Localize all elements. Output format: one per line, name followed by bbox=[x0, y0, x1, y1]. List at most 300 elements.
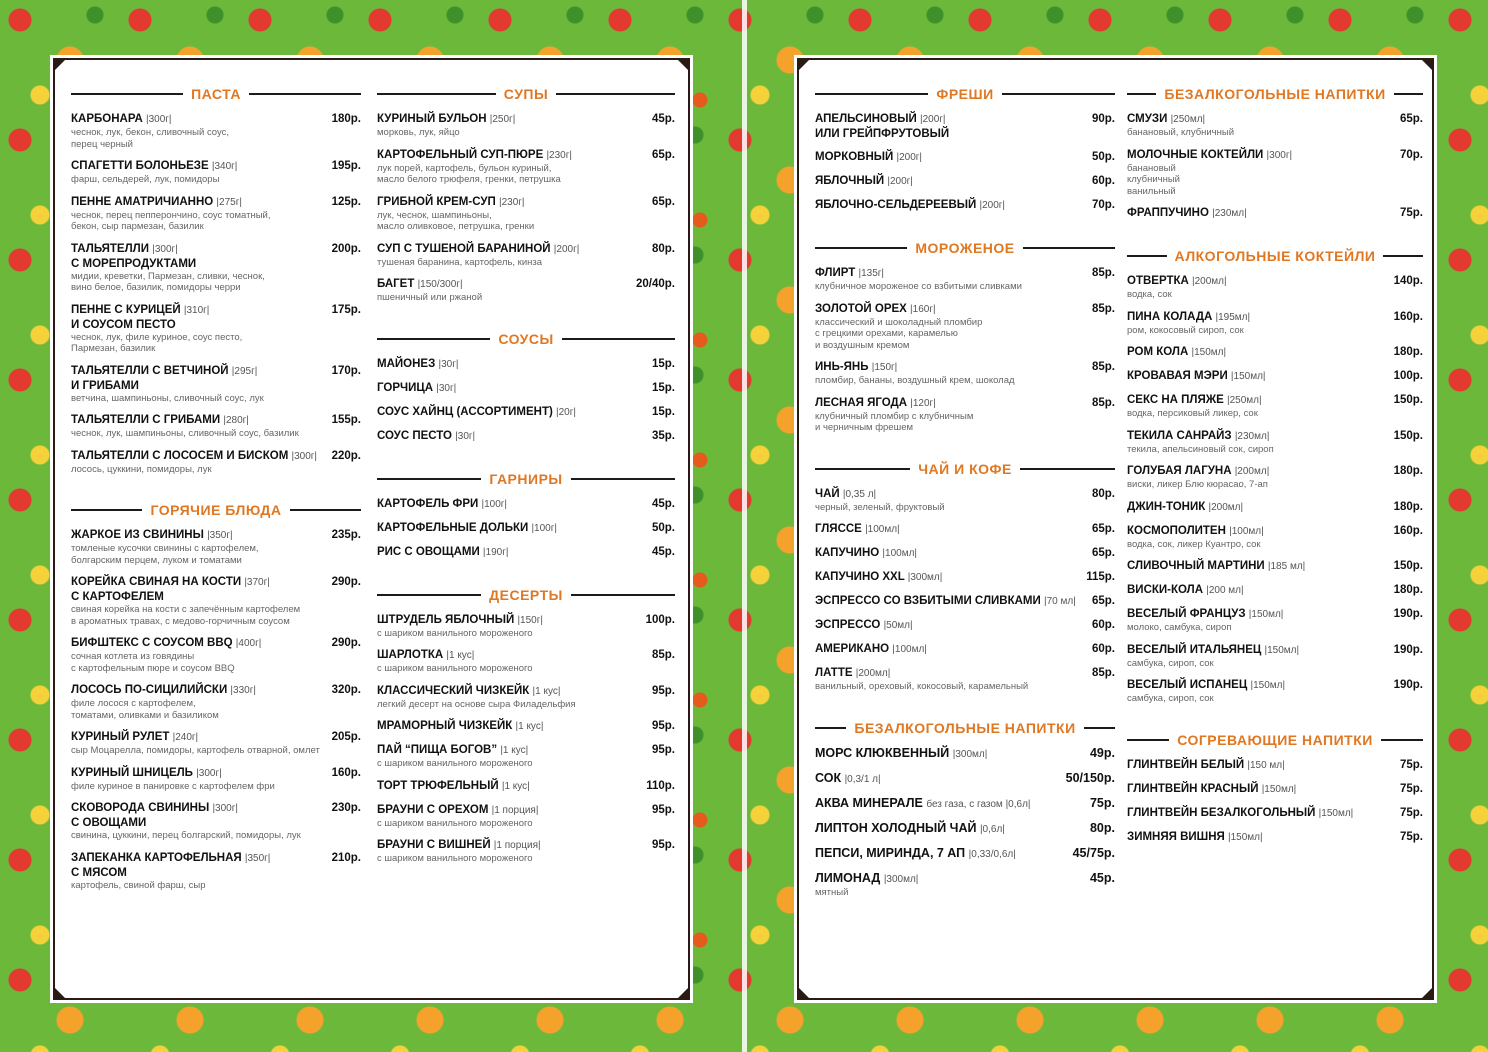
menu-item-row bbox=[377, 684, 675, 699]
item-price: 70р. bbox=[1399, 148, 1423, 161]
section-spacer bbox=[71, 484, 361, 498]
item-description: сочная котлета из говядины с картофельным пюре и соусом BBQ bbox=[71, 651, 235, 674]
item-name-line: ТЕКИЛА САНРАЙЗ bbox=[1127, 429, 1232, 442]
menu-item bbox=[1127, 524, 1423, 551]
item-name-line: АМЕРИКАНО bbox=[815, 643, 890, 655]
menu-item bbox=[1127, 607, 1423, 634]
item-name-line: КУРИНЫЙ РУЛЕТ bbox=[71, 731, 170, 743]
item-weight: |150мл| bbox=[1227, 831, 1263, 843]
item-price: 60р. bbox=[1091, 643, 1115, 655]
item-name-line: ЛОСОСЬ ПО-СИЦИЛИЙСКИ bbox=[71, 684, 228, 696]
item-price: 85р. bbox=[1091, 396, 1115, 409]
item-name bbox=[1127, 206, 1247, 221]
item-name bbox=[1127, 274, 1227, 289]
item-name-line: БРАУНИ С ВИШНЕЙ bbox=[377, 839, 491, 851]
section-title bbox=[1127, 86, 1423, 102]
menu-item-row bbox=[71, 801, 361, 830]
section-title bbox=[815, 240, 1115, 256]
item-weight: |350г| bbox=[207, 530, 233, 541]
corner-ornament bbox=[1420, 58, 1434, 72]
item-weight: |150г| bbox=[871, 362, 898, 373]
item-weight: |300г| bbox=[196, 767, 222, 779]
item-name bbox=[71, 683, 256, 698]
item-name-line: СОК bbox=[815, 770, 842, 785]
item-description: клубничный пломбир с клубничным и черничным фрешем bbox=[815, 410, 974, 433]
menu-item bbox=[815, 396, 1115, 434]
item-name-line: ЭСПРЕССО СО ВЗБИТЫМИ СЛИВКАМИ bbox=[815, 595, 1041, 607]
item-price: 160р. bbox=[331, 766, 361, 779]
item-weight: |195мл| bbox=[1215, 311, 1251, 323]
item-weight: |1 порция| bbox=[491, 804, 539, 816]
menu-item bbox=[1127, 782, 1423, 797]
menu-item-row bbox=[1127, 830, 1423, 845]
item-weight: |1 кус| bbox=[500, 745, 529, 756]
section-title-text: ДЕСЕРТЫ bbox=[489, 586, 563, 603]
section-spacer bbox=[815, 702, 1115, 716]
item-name bbox=[71, 159, 237, 174]
item-weight: |400г| bbox=[235, 638, 262, 649]
item-price: 230р. bbox=[331, 802, 361, 814]
item-price: 150р. bbox=[1393, 560, 1423, 572]
item-price: 115р. bbox=[1086, 571, 1115, 583]
item-name-line: ТАЛЬЯТЕЛЛИ bbox=[71, 242, 150, 255]
item-weight: |1 кус| bbox=[515, 721, 544, 732]
item-weight: |230г| bbox=[498, 196, 525, 208]
item-weight: |200мл| bbox=[1234, 466, 1270, 477]
menu-item-row bbox=[377, 357, 675, 372]
item-price: 75р. bbox=[1399, 806, 1423, 819]
menu-item bbox=[815, 522, 1115, 537]
item-description: пломбир, бананы, воздушный крем, шоколад bbox=[815, 375, 1015, 386]
menu-item bbox=[377, 779, 675, 794]
item-description: водка, сок bbox=[1127, 289, 1172, 300]
menu-item bbox=[377, 381, 675, 396]
menu-item bbox=[377, 613, 675, 640]
section-title-text: БЕЗАЛКОГОЛЬНЫЕ НАПИТКИ bbox=[1164, 86, 1386, 102]
item-name-line: ШТРУДЕЛЬ ЯБЛОЧНЫЙ bbox=[377, 613, 515, 626]
section-spacer bbox=[377, 569, 675, 583]
item-weight: |150мл| bbox=[1261, 783, 1297, 795]
menu-item bbox=[815, 871, 1115, 899]
section-title-text: СОУСЫ bbox=[498, 330, 554, 347]
item-name-line: ТОРТ ТРЮФЕЛЬНЫЙ bbox=[377, 779, 499, 792]
item-price: 45/75р. bbox=[1072, 845, 1115, 860]
section-spacer bbox=[1127, 230, 1423, 244]
item-name-line: ЖАРКОЕ ИЗ СВИНИНЫ bbox=[71, 529, 204, 541]
item-name-line: ПЕННЕ АМАТРИЧИАННО bbox=[71, 195, 214, 208]
menu-item bbox=[815, 666, 1115, 693]
item-weight: |230г| bbox=[546, 149, 572, 161]
item-name-line: ШАРЛОТКА bbox=[377, 649, 444, 661]
item-price: 45р. bbox=[651, 497, 675, 510]
item-name bbox=[377, 779, 530, 794]
item-weight: |300мл| bbox=[952, 748, 988, 760]
menu-item-row bbox=[815, 846, 1115, 862]
item-name-line: КУРИНЫЙ БУЛЬОН bbox=[377, 113, 487, 125]
item-price: 60р. bbox=[1091, 619, 1115, 631]
menu-item-row bbox=[815, 522, 1115, 537]
item-price: 65р. bbox=[1091, 547, 1115, 559]
item-description: с шариком ванильного мороженого bbox=[377, 758, 533, 769]
menu-item-row bbox=[1127, 758, 1423, 773]
menu-item bbox=[71, 449, 361, 476]
menu-section bbox=[1127, 230, 1423, 705]
menu-item bbox=[377, 838, 675, 865]
menu-column bbox=[815, 82, 1115, 907]
item-name-line: ПЕННЕ С КУРИЦЕЙ bbox=[71, 303, 181, 316]
item-description: лук порей, картофель, бульон куриный, масло белого трюфеля, гренки, петрушка bbox=[377, 162, 561, 185]
menu-item-row bbox=[377, 112, 675, 127]
menu-item bbox=[815, 266, 1115, 293]
menu-item bbox=[71, 801, 361, 842]
item-weight: |300г| bbox=[152, 243, 178, 255]
item-name-line: КАРТОФЕЛЬНЫЕ ДОЛЬКИ bbox=[377, 521, 529, 534]
menu-item bbox=[815, 360, 1115, 387]
item-name bbox=[71, 636, 261, 651]
menu-item-row bbox=[815, 150, 1115, 165]
menu-item bbox=[1127, 643, 1423, 670]
menu-item-row bbox=[71, 364, 361, 393]
menu-item-row bbox=[71, 575, 361, 604]
item-price: 49р. bbox=[1089, 745, 1115, 760]
menu-item-row bbox=[815, 302, 1115, 317]
menu-item bbox=[71, 112, 361, 150]
item-weight: |250мл| bbox=[1170, 114, 1206, 125]
item-name bbox=[377, 648, 474, 663]
item-weight: |150мл| bbox=[1264, 644, 1300, 656]
item-price: 75р. bbox=[1399, 758, 1423, 771]
menu-item bbox=[71, 730, 361, 757]
menu-item-row bbox=[377, 497, 675, 512]
item-description: молоко, самбука, сироп bbox=[1127, 622, 1232, 633]
item-name bbox=[377, 429, 475, 444]
item-name-line: ЯБЛОЧНЫЙ bbox=[815, 175, 885, 187]
item-name-line: ЛИПТОН ХОЛОДНЫЙ ЧАЙ bbox=[815, 820, 977, 835]
section-title bbox=[815, 720, 1115, 736]
item-description: с шариком ванильного мороженого bbox=[377, 663, 533, 674]
item-price: 85р. bbox=[1091, 302, 1115, 315]
menu-column bbox=[71, 82, 361, 900]
item-name-line: ГОЛУБАЯ ЛАГУНА bbox=[1127, 465, 1232, 477]
item-name bbox=[377, 405, 576, 420]
item-name-line: И ГРИБАМИ bbox=[71, 379, 139, 392]
item-name bbox=[71, 449, 317, 464]
item-name-line: ЛЕСНАЯ ЯГОДА bbox=[815, 396, 908, 409]
menu-item-row bbox=[815, 570, 1115, 585]
menu-item bbox=[1127, 500, 1423, 515]
item-name bbox=[377, 613, 543, 628]
menu-item bbox=[71, 636, 361, 674]
item-weight: |20г| bbox=[556, 406, 576, 418]
item-name bbox=[377, 743, 528, 758]
item-name-line: КАРТОФЕЛЬНЫЙ СУП-ПЮРЕ bbox=[377, 148, 544, 161]
menu-item bbox=[1127, 393, 1423, 420]
item-name-line: СУП С ТУШЕНОЙ БАРАНИНОЙ bbox=[377, 242, 551, 255]
item-name-line: СОУС ХАЙНЦ (АССОРТИМЕНТ) bbox=[377, 405, 553, 418]
item-weight: |295г| bbox=[231, 365, 258, 377]
item-name bbox=[1127, 429, 1269, 444]
item-price: 65р. bbox=[651, 195, 675, 208]
item-price: 125р. bbox=[331, 195, 361, 208]
item-name bbox=[71, 766, 222, 781]
item-name bbox=[815, 846, 1016, 862]
item-name-line: МОРС КЛЮКВЕННЫЙ bbox=[815, 745, 950, 760]
item-description: банановый, клубничный bbox=[1127, 127, 1235, 138]
item-weight: |135г| bbox=[858, 268, 884, 279]
item-weight: |0,35 л| bbox=[842, 488, 877, 500]
item-weight: |30г| bbox=[438, 358, 459, 370]
menu-item bbox=[815, 846, 1115, 862]
item-name bbox=[1127, 345, 1226, 360]
menu-item bbox=[377, 277, 675, 304]
menu-section bbox=[815, 443, 1115, 693]
section-title bbox=[71, 502, 361, 518]
item-description: самбука, сироп, сок bbox=[1127, 693, 1214, 704]
section-title-text: ПАСТА bbox=[191, 86, 241, 102]
item-name bbox=[815, 302, 936, 317]
item-price: 75р. bbox=[1399, 782, 1423, 795]
item-price: 75р. bbox=[1089, 795, 1115, 810]
menu-item bbox=[71, 766, 361, 793]
item-description: чеснок, лук, шампиньоны, сливочный соус, базилик bbox=[71, 428, 299, 439]
menu-section bbox=[377, 569, 675, 865]
menu-item bbox=[1127, 274, 1423, 301]
item-name-line: КАПУЧИНО bbox=[815, 547, 880, 559]
section-title-text: ГОРЯЧИЕ БЛЮДА bbox=[150, 502, 282, 518]
item-weight: |100г| bbox=[531, 522, 557, 534]
item-name-line: ТАЛЬЯТЕЛЛИ С ЛОСОСЕМ И БИСКОМ bbox=[71, 449, 289, 462]
item-weight: |1 кус| bbox=[446, 650, 475, 661]
menu-item-row bbox=[1127, 393, 1423, 408]
item-name bbox=[815, 396, 936, 411]
item-weight: |200г| bbox=[553, 243, 580, 255]
menu-item-row bbox=[1127, 806, 1423, 821]
menu-item bbox=[815, 150, 1115, 165]
item-name bbox=[71, 195, 242, 210]
item-name bbox=[1127, 782, 1296, 797]
section-title bbox=[1127, 732, 1423, 748]
menu-item bbox=[377, 545, 675, 560]
item-name bbox=[71, 303, 209, 332]
item-price: 100р. bbox=[645, 613, 675, 626]
menu-item-row bbox=[815, 198, 1115, 213]
item-name-line: МОРКОВНЫЙ bbox=[815, 151, 894, 163]
section-title-text: СОГРЕВАЮЩИЕ НАПИТКИ bbox=[1177, 731, 1373, 748]
item-price: 75р. bbox=[1399, 830, 1423, 843]
section-title-text: СУПЫ bbox=[503, 86, 549, 102]
item-description: чеснок, лук, бекон, сливочный соус, перец черный bbox=[71, 127, 230, 150]
menu-item bbox=[815, 570, 1115, 585]
item-price: 80р. bbox=[1089, 820, 1115, 835]
item-name bbox=[815, 746, 987, 762]
item-weight: |150мл| bbox=[1250, 680, 1286, 691]
item-name-line: ГОРЧИЦА bbox=[377, 381, 434, 394]
item-name-line: С КАРТОФЕЛЕМ bbox=[71, 591, 164, 603]
item-name bbox=[815, 666, 890, 681]
item-description: водка, сок, ликер Куантро, сок bbox=[1127, 538, 1261, 550]
section-title-text: БЕЗАЛКОГОЛЬНЫЕ НАПИТКИ bbox=[854, 719, 1076, 736]
item-description: мидии, креветки, Пармезан, сливки, чеснок, вино белое, базилик, помидоры черри bbox=[71, 270, 265, 293]
item-description: с шариком ванильного мороженого bbox=[377, 627, 533, 639]
menu-item bbox=[71, 528, 361, 566]
section-spacer bbox=[815, 222, 1115, 236]
item-price: 95р. bbox=[651, 839, 675, 851]
item-weight: |1 кус| bbox=[501, 780, 530, 792]
item-name-line: ЯБЛОЧНО-СЕЛЬДЕРЕЕВЫЙ bbox=[815, 199, 977, 211]
item-name-line: И СОУСОМ ПЕСТО bbox=[71, 318, 176, 331]
menu-item bbox=[377, 429, 675, 444]
menu-item-row bbox=[377, 148, 675, 163]
menu-item bbox=[815, 642, 1115, 657]
section-title bbox=[71, 86, 361, 102]
item-price: 45р. bbox=[651, 113, 675, 125]
item-price: 65р. bbox=[1091, 595, 1115, 607]
item-name bbox=[377, 148, 572, 163]
menu-item-row bbox=[377, 545, 675, 560]
menu-item-row bbox=[71, 303, 361, 332]
item-name bbox=[1127, 583, 1244, 598]
item-weight: |340г| bbox=[211, 161, 238, 172]
item-weight: |70 мл| bbox=[1043, 596, 1076, 607]
item-description: текила, апельсиновый сок, сироп bbox=[1127, 443, 1274, 455]
item-price: 320р. bbox=[331, 684, 361, 696]
item-weight: |280г| bbox=[223, 415, 249, 426]
item-name bbox=[71, 851, 270, 880]
item-description: пшеничный или ржаной bbox=[377, 292, 483, 303]
item-weight: |300г| bbox=[145, 114, 172, 125]
item-weight: |200г| bbox=[979, 200, 1006, 211]
item-price: 110р. bbox=[646, 779, 675, 792]
item-name bbox=[377, 497, 507, 512]
item-name-line: ГЛЯССЕ bbox=[815, 523, 862, 535]
menu-item-row bbox=[377, 277, 675, 292]
menu-item-row bbox=[377, 719, 675, 734]
item-name-line: С МЯСОМ bbox=[71, 866, 127, 879]
menu-item bbox=[815, 771, 1115, 787]
item-price: 35р. bbox=[651, 429, 675, 442]
menu-item bbox=[815, 618, 1115, 633]
item-name bbox=[815, 796, 1031, 812]
item-weight: |230мл| bbox=[1234, 430, 1270, 442]
section-title-text: ФРЕШИ bbox=[936, 86, 994, 102]
section-title bbox=[377, 86, 675, 102]
section-spacer bbox=[815, 443, 1115, 457]
menu-item-row bbox=[377, 613, 675, 628]
item-name bbox=[815, 360, 897, 375]
menu-item bbox=[377, 405, 675, 420]
item-weight: |1 порция| bbox=[493, 840, 541, 851]
item-description: банановый клубничный ванильный bbox=[1127, 162, 1180, 197]
item-name bbox=[1127, 559, 1305, 574]
item-name bbox=[71, 364, 257, 393]
menu-item-row bbox=[1127, 369, 1423, 384]
item-weight: |300г| bbox=[1266, 149, 1293, 161]
menu-item-row bbox=[377, 195, 675, 210]
item-price: 190р. bbox=[1393, 608, 1423, 620]
section-spacer bbox=[377, 453, 675, 467]
menu-item bbox=[377, 648, 675, 675]
menu-item bbox=[71, 683, 361, 721]
item-name-line: СКОВОРОДА СВИНИНЫ bbox=[71, 802, 210, 814]
menu-item-row bbox=[1127, 310, 1423, 325]
item-price: 175р. bbox=[331, 303, 361, 316]
item-name bbox=[377, 684, 560, 699]
item-name bbox=[1127, 643, 1299, 658]
item-name-line: ЗОЛОТОЙ ОРЕХ bbox=[815, 302, 907, 315]
item-name bbox=[71, 413, 249, 428]
item-description: черный, зеленый, фруктовый bbox=[815, 501, 945, 513]
item-price: 235р. bbox=[331, 529, 361, 541]
item-name bbox=[815, 266, 884, 281]
item-name bbox=[1127, 464, 1269, 479]
item-weight: |240г| bbox=[172, 732, 199, 743]
item-name-line: СПАГЕТТИ БОЛОНЬЕЗЕ bbox=[71, 160, 209, 172]
item-name-line: КРОВАВАЯ МЭРИ bbox=[1127, 370, 1228, 382]
item-price: 180р. bbox=[331, 113, 361, 125]
item-name bbox=[71, 801, 238, 830]
item-weight: без газа, с газом |0,6л| bbox=[926, 798, 1031, 810]
item-name bbox=[71, 112, 172, 127]
menu-item-row bbox=[1127, 148, 1423, 163]
item-weight: |250мл| bbox=[1227, 395, 1262, 406]
item-description: ветчина, шампиньоны, сливочный соус, лук bbox=[71, 392, 264, 404]
item-name bbox=[1127, 758, 1285, 773]
menu-item bbox=[377, 521, 675, 536]
menu-item bbox=[1127, 206, 1423, 221]
menu-item bbox=[815, 112, 1115, 141]
menu-item-row bbox=[815, 396, 1115, 411]
menu-item bbox=[1127, 429, 1423, 456]
item-name-line: ПИНА КОЛАДА bbox=[1127, 310, 1213, 323]
menu-item-row bbox=[377, 803, 675, 818]
menu-item-row bbox=[1127, 583, 1423, 598]
item-description: фарш, сельдерей, лук, помидоры bbox=[71, 174, 220, 185]
item-weight: |200мл| bbox=[1208, 501, 1244, 513]
menu-item-row bbox=[377, 648, 675, 663]
item-name bbox=[1127, 806, 1353, 821]
menu-item-row bbox=[815, 666, 1115, 681]
item-name bbox=[377, 277, 463, 292]
menu-item bbox=[71, 242, 361, 294]
item-name bbox=[377, 545, 508, 560]
item-weight: |300мл| bbox=[907, 572, 943, 583]
item-name bbox=[815, 570, 942, 585]
menu-item bbox=[1127, 369, 1423, 384]
menu-item-row bbox=[1127, 607, 1423, 622]
item-name-line: ГЛИНТВЕЙН БЕЗАЛКОГОЛЬНЫЙ bbox=[1127, 806, 1316, 819]
item-name bbox=[1127, 678, 1285, 693]
item-name-line: ФРАППУЧИНО bbox=[1127, 207, 1209, 219]
item-price: 180р. bbox=[1393, 500, 1423, 513]
section-title bbox=[377, 331, 675, 347]
menu-item-row bbox=[1127, 112, 1423, 127]
menu-item bbox=[815, 487, 1115, 514]
item-weight: |150г| bbox=[517, 614, 543, 626]
menu-item bbox=[815, 746, 1115, 762]
menu-item-row bbox=[815, 487, 1115, 502]
item-description: мятный bbox=[815, 886, 849, 898]
menu-item-row bbox=[377, 838, 675, 853]
menu-page-left bbox=[53, 58, 690, 1000]
item-name-line: СЕКС НА ПЛЯЖЕ bbox=[1127, 394, 1224, 406]
item-weight: |350г| bbox=[244, 852, 271, 864]
menu-item-row bbox=[815, 796, 1115, 812]
item-name-line: МАЙОНЕЗ bbox=[377, 357, 436, 370]
corner-ornament bbox=[676, 986, 690, 1000]
item-name-line: ВЕСЕЛЫЙ ИТАЛЬЯНЕЦ bbox=[1127, 643, 1262, 656]
menu-item-row bbox=[71, 159, 361, 174]
menu-item-row bbox=[377, 242, 675, 257]
